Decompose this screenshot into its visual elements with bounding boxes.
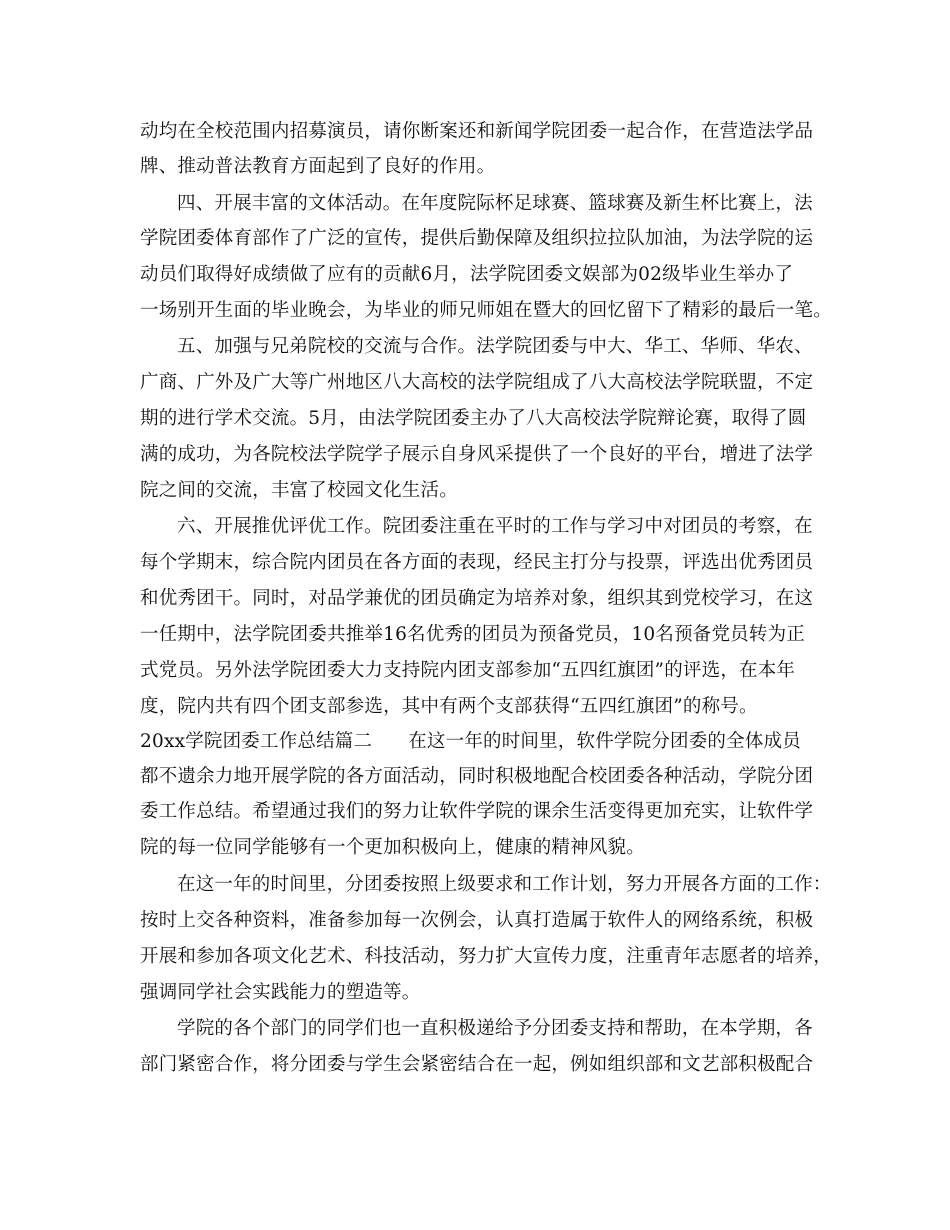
- paragraph-line: 一场别开生面的毕业晚会，为毕业的师兄师姐在暨大的回忆留下了精彩的最后一笔。: [140, 300, 832, 321]
- paragraph-line: 都不遗余力地开展学院的各方面活动，同时积极地配合校团委各种活动，学院分团: [140, 766, 814, 787]
- section-heading-line: [140, 727, 820, 757]
- paragraph-line: 动员们取得好成绩做了应有的贡献6月，法学院团委文娱部为02级毕业生举办了: [140, 264, 794, 285]
- paragraph-line: 学院的各个部门的同学们也一直积极递给予分团委支持和帮助，在本学期，各: [177, 1018, 813, 1039]
- paragraph-line: 部门紧密合作，将分团委与学生会紧密结合在一起，例如组织部和文艺部积极配合: [140, 1054, 814, 1075]
- paragraph-line: 满的成功，为各院校法学院学子展示自身风采提供了一个良好的平台，增进了法学: [140, 444, 814, 465]
- paragraph-line: 动均在全校范围内招募演员，请你断案还和新闻学院团委一起合作，在营造法学品: [140, 121, 814, 142]
- paragraph-line: 四、开展丰富的文体活动。在年度院际杯足球赛、篮球赛及新生杯比赛上，法: [177, 193, 813, 214]
- paragraph-line: 牌、推动普法教育方面起到了良好的作用。: [140, 156, 496, 177]
- paragraph-line: 度，院内共有四个团支部参选，其中有两个支部获得“五四红旗团”的称号。: [140, 696, 758, 717]
- paragraph-line: 院的每一位同学能够有一个更加积极向上，健康的精神风貌。: [140, 837, 645, 858]
- paragraph-line: 学院团委体育部作了广泛的宣传，提供后勤保障及组织拉拉队加油，为法学院的运: [140, 228, 814, 249]
- paragraph-line: 一任期中，法学院团委共推举16名优秀的团员为预备党员，10名预备党员转为正: [140, 624, 805, 645]
- paragraph-line: 强调同学社会实践能力的塑造等。: [140, 982, 421, 1003]
- paragraph-line: 每个学期末，综合院内团员在各方面的表现，经民主打分与投票，评选出优秀团员: [140, 552, 814, 573]
- paragraph-line: 式党员。另外法学院团委大力支持院内团支部参加“五四红旗团”的评选，在本年: [140, 660, 796, 681]
- paragraph-line: 期的进行学术交流。5月，由法学院团委主办了八大高校法学院辩论赛，取得了圆: [140, 408, 807, 429]
- paragraph-line: 广商、广外及广大等广州地区八大高校的法学院组成了八大高校法学院联盟，不定: [140, 372, 814, 393]
- paragraph-line: 在这一年的时间里，分团委按照上级要求和工作计划，努力开展各方面的工作：: [177, 874, 832, 895]
- paragraph-line: 按时上交各种资料，准备参加每一次例会，认真打造属于软件人的网络系统，积极: [140, 910, 814, 931]
- paragraph-line: 院之间的交流，丰富了校园文化生活。: [140, 480, 458, 501]
- paragraph-line: 开展和参加各项文化艺术、科技活动，努力扩大宣传力度，注重青年志愿者的培养，: [140, 946, 832, 967]
- paragraph-line: 和优秀团干。同时，对品学兼优的团员确定为培养对象，组织其到党校学习，在这: [140, 588, 814, 609]
- section-intro: 在这一年的时间里，软件学院分团委的全体成员: [408, 731, 801, 752]
- paragraph-line: 五、加强与兄弟院校的交流与合作。法学院团委与中大、华工、华师、华农、: [177, 336, 813, 357]
- section-title: 20xx学院团委工作总结篇二: [140, 731, 373, 752]
- paragraph-line: 委工作总结。希望通过我们的努力让软件学院的课余生活变得更加充实，让软件学: [140, 801, 814, 822]
- paragraph-line: 六、开展推优评优工作。院团委注重在平时的工作与学习中对团员的考察，在: [177, 516, 813, 537]
